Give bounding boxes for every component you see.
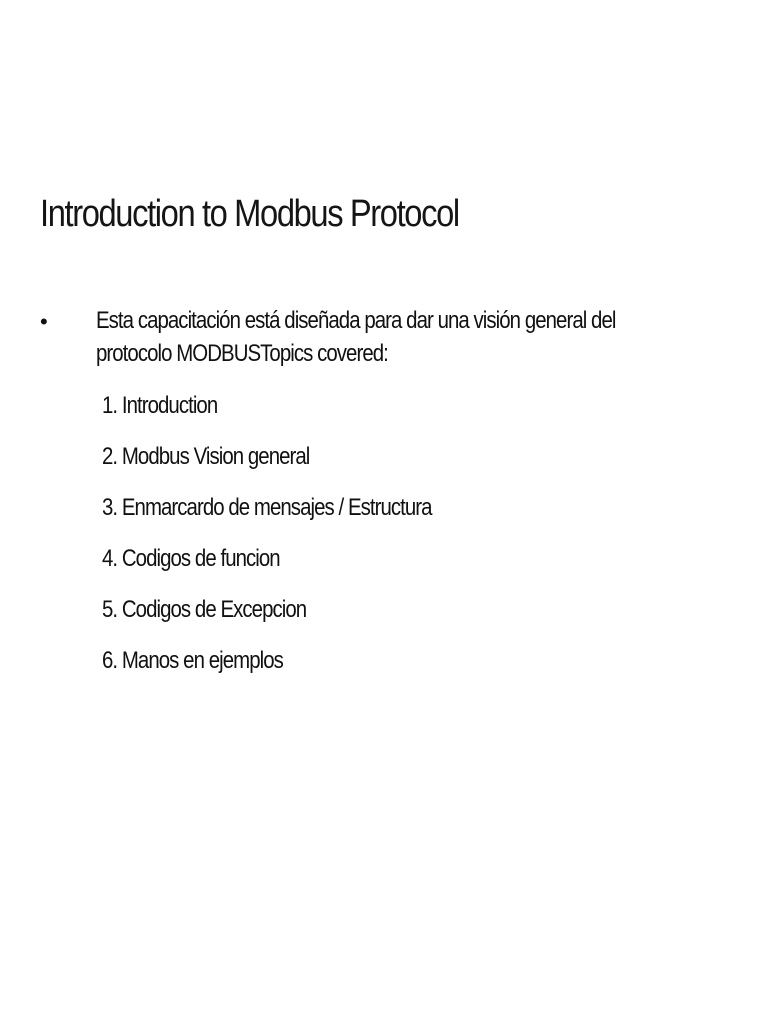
bullet-text (96, 304, 742, 370)
topic-item: 1. Introduction (102, 392, 218, 419)
topic-item: 4. Codigos de funcion (102, 545, 280, 572)
topic-list (40, 380, 730, 686)
slide-body (40, 304, 730, 686)
topic-item: 3. Enmarcardo de mensajes / Estructura (102, 494, 432, 521)
slide-title: Introduction to Modbus Protocol (40, 193, 459, 235)
bullet-icon: • (40, 309, 48, 334)
bullet-text-line-2: protocolo MODBUSTopics covered: (96, 340, 388, 367)
topic-item: 6. Manos en ejemplos (102, 647, 283, 674)
bullet-item (40, 304, 730, 370)
bullet-text-line-1: Esta capacitación está diseñada para dar una visión general del (96, 307, 616, 334)
topic-item: 5. Codigos de Excepcion (102, 596, 307, 623)
topic-item: 2. Modbus Vision general (102, 443, 310, 470)
